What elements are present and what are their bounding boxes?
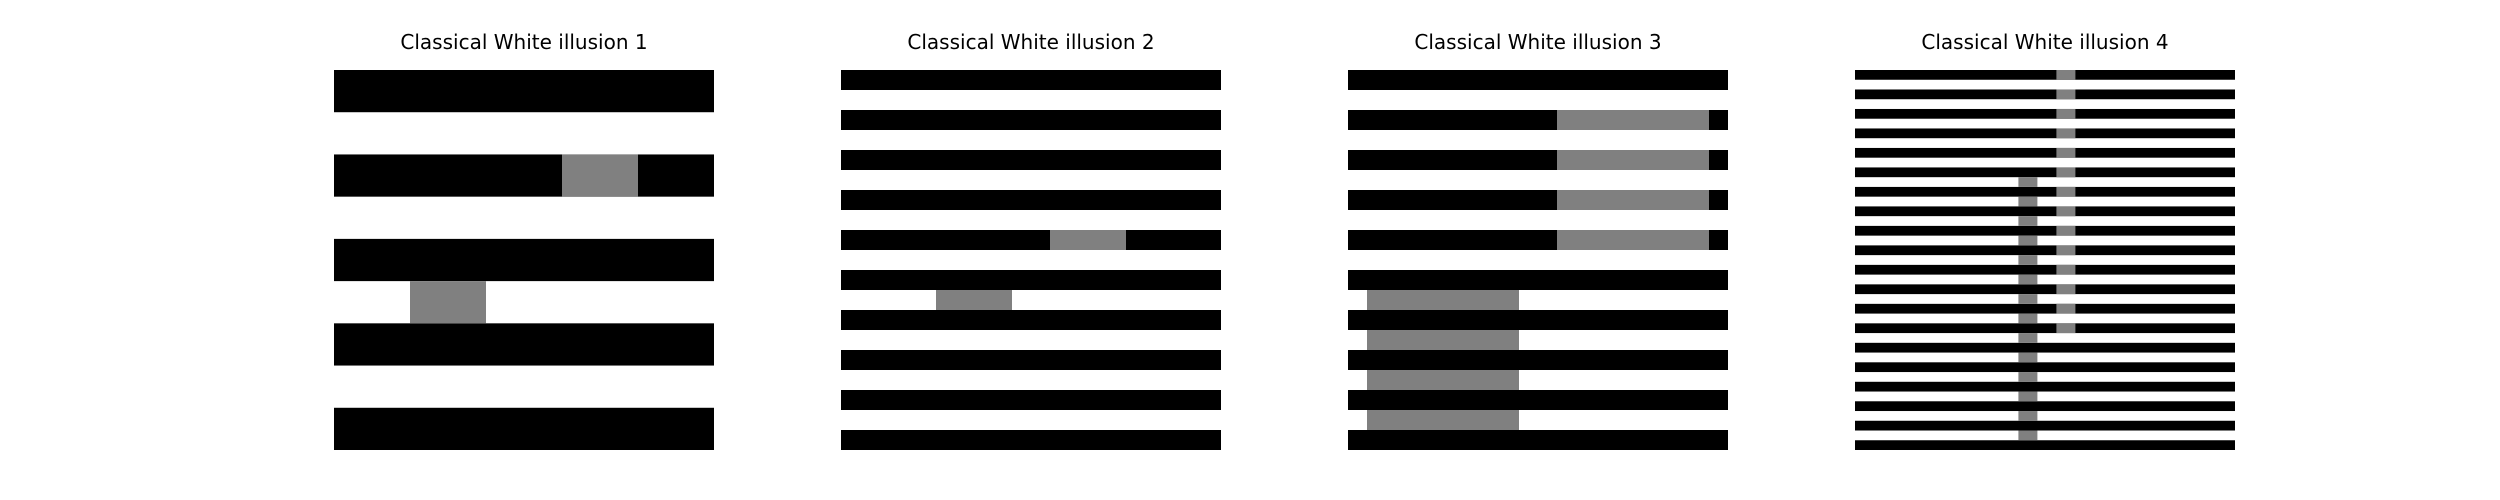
black-stripe	[1855, 362, 2235, 372]
gray-patch	[1367, 370, 1519, 390]
white-illusion-panel-1	[324, 30, 724, 470]
illusion-graphic	[334, 70, 714, 450]
gray-patch	[2018, 411, 2037, 421]
gray-patch	[2056, 128, 2075, 138]
black-stripe	[841, 270, 1221, 290]
gray-patch	[2018, 216, 2037, 226]
gray-patch	[2056, 304, 2075, 314]
black-stripe	[1855, 265, 2235, 275]
gray-patch	[2056, 89, 2075, 99]
gray-patch	[2056, 167, 2075, 177]
black-stripe	[1855, 304, 2235, 314]
illusion-graphic	[841, 70, 1221, 450]
black-stripe	[841, 150, 1221, 170]
black-stripe	[1855, 382, 2235, 392]
black-stripe	[1855, 323, 2235, 333]
gray-patch	[2056, 265, 2075, 275]
white-illusion-panel-4	[1845, 30, 2245, 470]
panel-title: Classical White illusion 3	[1414, 30, 1662, 54]
gray-patch	[2018, 294, 2037, 304]
white-illusion-panel-2	[831, 30, 1231, 470]
gray-patch	[2056, 70, 2075, 80]
black-stripe	[841, 70, 1221, 90]
black-stripe	[1855, 206, 2235, 216]
black-stripe	[1348, 70, 1728, 90]
black-stripe	[841, 310, 1221, 330]
white-illusion-panel-3	[1338, 30, 1738, 470]
gray-patch	[410, 281, 486, 323]
gray-patch	[1367, 330, 1519, 350]
gray-patch	[2018, 431, 2037, 441]
black-stripe	[1855, 284, 2235, 294]
gray-patch	[1367, 290, 1519, 310]
black-stripe	[1348, 310, 1728, 330]
gray-patch	[2018, 392, 2037, 402]
gray-patch	[1557, 110, 1709, 130]
black-stripe	[1348, 430, 1728, 450]
black-stripe	[1348, 270, 1728, 290]
black-stripe	[1855, 89, 2235, 99]
gray-patch	[2056, 187, 2075, 197]
black-stripe	[841, 350, 1221, 370]
black-stripe	[1855, 245, 2235, 255]
black-stripe	[1348, 350, 1728, 370]
black-stripe	[1855, 401, 2235, 411]
black-stripe	[841, 390, 1221, 410]
black-stripe	[1855, 187, 2235, 197]
gray-patch	[1557, 230, 1709, 250]
black-stripe	[1855, 70, 2235, 80]
black-stripe	[334, 154, 714, 196]
black-stripe	[334, 408, 714, 450]
panel-title: Classical White illusion 1	[400, 30, 648, 54]
gray-patch	[2018, 177, 2037, 187]
gray-patch	[1557, 190, 1709, 210]
gray-patch	[936, 290, 1012, 310]
gray-patch	[1367, 410, 1519, 430]
gray-patch	[2018, 314, 2037, 324]
gray-patch	[2056, 226, 2075, 236]
black-stripe	[841, 230, 1221, 250]
black-stripe	[334, 70, 714, 112]
gray-patch	[2056, 109, 2075, 119]
black-stripe	[1855, 148, 2235, 158]
gray-patch	[2018, 275, 2037, 285]
black-stripe	[1855, 226, 2235, 236]
black-stripe	[841, 110, 1221, 130]
gray-patch	[1050, 230, 1126, 250]
gray-patch	[2056, 206, 2075, 216]
black-stripe	[841, 190, 1221, 210]
gray-patch	[1557, 150, 1709, 170]
black-stripe	[334, 239, 714, 281]
gray-patch	[2056, 245, 2075, 255]
panel-title: Classical White illusion 2	[907, 30, 1155, 54]
gray-patch	[2056, 323, 2075, 333]
gray-patch	[2056, 284, 2075, 294]
gray-patch	[2018, 353, 2037, 363]
black-stripe	[1855, 421, 2235, 431]
black-stripe	[841, 430, 1221, 450]
illusion-graphic	[1855, 70, 2235, 450]
gray-patch	[562, 154, 638, 196]
gray-patch	[2018, 236, 2037, 246]
gray-patch	[2056, 148, 2075, 158]
black-stripe	[334, 323, 714, 365]
panel-title: Classical White illusion 4	[1921, 30, 2169, 54]
gray-patch	[2018, 333, 2037, 343]
gray-patch	[2018, 197, 2037, 207]
gray-patch	[2018, 255, 2037, 265]
black-stripe	[1855, 167, 2235, 177]
black-stripe	[1855, 109, 2235, 119]
illusion-graphic	[1348, 70, 1728, 450]
black-stripe	[1855, 440, 2235, 450]
black-stripe	[1348, 390, 1728, 410]
gray-patch	[2018, 372, 2037, 382]
black-stripe	[1855, 128, 2235, 138]
black-stripe	[1855, 343, 2235, 353]
